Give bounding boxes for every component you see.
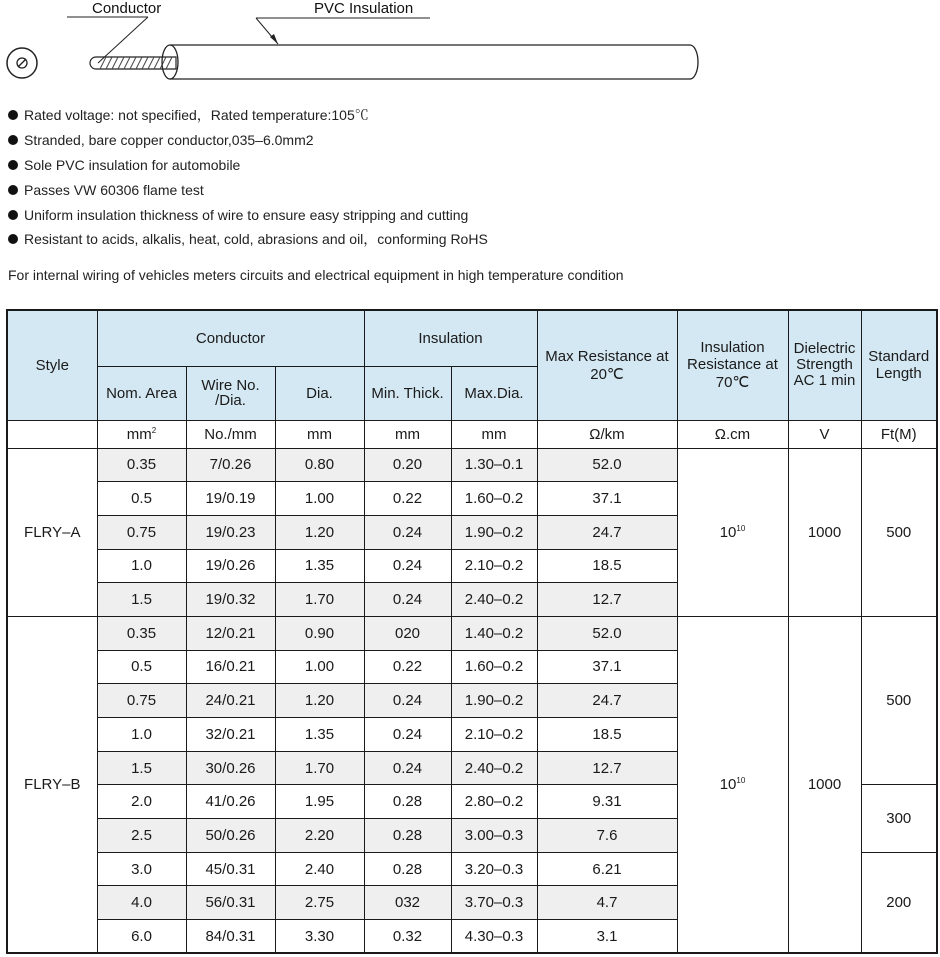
dia-cell: 1.00 <box>275 482 364 516</box>
nom-area-cell: 0.35 <box>97 616 186 650</box>
header-insulation: Insulation <box>364 310 537 366</box>
standard-length-cell: 500 <box>861 616 937 784</box>
max-dia-cell: 1.90–0.2 <box>451 684 537 718</box>
wire-cell: 16/0.21 <box>186 650 275 684</box>
bullet-icon <box>8 185 18 195</box>
max-dia-cell: 1.60–0.2 <box>451 650 537 684</box>
max-resistance-cell: 24.7 <box>537 515 677 549</box>
conductor-leader <box>98 17 148 63</box>
max-dia-cell: 4.30–0.3 <box>451 920 537 954</box>
header-max-resistance: Max Resistance at 20℃ <box>537 310 677 420</box>
max-dia-cell: 1.40–0.2 <box>451 616 537 650</box>
insulation-label: PVC Insulation <box>314 0 414 17</box>
unit-max-dia: mm <box>451 420 537 448</box>
wire-cell: 19/0.32 <box>186 583 275 617</box>
min-thick-cell: 0.24 <box>364 751 451 785</box>
style-cell: FLRY–A <box>7 448 97 616</box>
unit-style <box>7 420 97 448</box>
dia-cell: 1.00 <box>275 650 364 684</box>
unit-standard-length: Ft(M) <box>861 420 937 448</box>
header-wire-no: Wire No. /Dia. <box>186 366 275 420</box>
nom-area-cell: 0.35 <box>97 448 186 482</box>
bullet-icon <box>8 160 18 170</box>
max-resistance-cell: 3.1 <box>537 920 677 954</box>
standard-length-cell: 200 <box>861 852 937 953</box>
spec-table <box>6 309 938 954</box>
nom-area-cell: 4.0 <box>97 886 186 920</box>
wire-cell: 50/0.26 <box>186 819 275 853</box>
wire-cell: 84/0.31 <box>186 920 275 954</box>
insulation-tube <box>170 45 698 79</box>
header-insulation-resistance: Insulation Resistance at 70℃ <box>677 310 788 420</box>
min-thick-cell: 0.24 <box>364 684 451 718</box>
feature-item: Stranded, bare copper conductor,035–6.0mm2 <box>8 128 488 153</box>
bullet-icon <box>8 135 18 145</box>
header-dielectric: Dielectric Strength AC 1 min <box>788 310 861 420</box>
dia-cell: 3.30 <box>275 920 364 954</box>
dielectric-cell: 1000 <box>788 448 861 616</box>
wire-cell: 19/0.26 <box>186 549 275 583</box>
insulation-resistance-cell: $10^{10}$ <box>677 616 788 953</box>
bullet-icon <box>8 234 18 244</box>
nom-area-cell: 2.0 <box>97 785 186 819</box>
nom-area-cell: 0.75 <box>97 515 186 549</box>
header-max-dia: Max.Dia. <box>451 366 537 420</box>
nom-area-cell: 0.5 <box>97 650 186 684</box>
dia-cell: 0.90 <box>275 616 364 650</box>
dia-cell: 1.35 <box>275 549 364 583</box>
feature-item: Uniform insulation thickness of wire to ensure easy stripping and cutting <box>8 202 488 227</box>
unit-min-thick: mm <box>364 420 451 448</box>
min-thick-cell: 0.20 <box>364 448 451 482</box>
min-thick-cell: 0.28 <box>364 785 451 819</box>
insulation-resistance-cell: $10^{10}$ <box>677 448 788 616</box>
standard-length-cell: 300 <box>861 785 937 852</box>
nom-area-cell: 6.0 <box>97 920 186 954</box>
max-resistance-cell: 24.7 <box>537 684 677 718</box>
wire-cell: 7/0.26 <box>186 448 275 482</box>
max-dia-cell: 2.40–0.2 <box>451 583 537 617</box>
feature-item: Rated voltage: not specified，Rated temperature:105℃ <box>8 103 488 128</box>
min-thick-cell: 0.28 <box>364 819 451 853</box>
nom-area-cell: 2.5 <box>97 819 186 853</box>
dia-cell: 0.80 <box>275 448 364 482</box>
nom-area-cell: 1.5 <box>97 751 186 785</box>
dia-cell: 2.75 <box>275 886 364 920</box>
max-resistance-cell: 52.0 <box>537 616 677 650</box>
dia-cell: 1.70 <box>275 751 364 785</box>
dia-cell: 1.20 <box>275 684 364 718</box>
max-resistance-cell: 9.31 <box>537 785 677 819</box>
nom-area-cell: 1.5 <box>97 583 186 617</box>
min-thick-cell: 032 <box>364 886 451 920</box>
nom-area-cell: 0.75 <box>97 684 186 718</box>
wire-cell: 45/0.31 <box>186 852 275 886</box>
max-dia-cell: 2.10–0.2 <box>451 549 537 583</box>
standard-length-cell: 500 <box>861 448 937 616</box>
wire-cell: 12/0.21 <box>186 616 275 650</box>
min-thick-cell: 0.24 <box>364 583 451 617</box>
dia-cell: 2.40 <box>275 852 364 886</box>
header-style: Style <box>7 310 97 420</box>
nom-area-cell: 0.5 <box>97 482 186 516</box>
conductor-label: Conductor <box>92 0 162 17</box>
wire-cell: 19/0.19 <box>186 482 275 516</box>
dia-cell: 1.35 <box>275 718 364 752</box>
cable-diagram <box>0 0 940 95</box>
max-resistance-cell: 4.7 <box>537 886 677 920</box>
header-dia: Dia. <box>275 366 364 420</box>
min-thick-cell: 0.22 <box>364 482 451 516</box>
max-dia-cell: 2.80–0.2 <box>451 785 537 819</box>
dielectric-cell: 1000 <box>788 616 861 953</box>
max-dia-cell: 1.30–0.1 <box>451 448 537 482</box>
dia-cell: 2.20 <box>275 819 364 853</box>
header-min-thick: Min. Thick. <box>364 366 451 420</box>
feature-item: Passes VW 60306 flame test <box>8 177 488 202</box>
header-conductor: Conductor <box>97 310 364 366</box>
min-thick-cell: 0.32 <box>364 920 451 954</box>
unit-dia: mm <box>275 420 364 448</box>
max-dia-cell: 1.60–0.2 <box>451 482 537 516</box>
wire-cell: 30/0.26 <box>186 751 275 785</box>
nom-area-cell: 1.0 <box>97 549 186 583</box>
unit-max-resistance: Ω/km <box>537 420 677 448</box>
max-dia-cell: 3.70–0.3 <box>451 886 537 920</box>
min-thick-cell: 020 <box>364 616 451 650</box>
unit-dielectric: V <box>788 420 861 448</box>
max-resistance-cell: 37.1 <box>537 482 677 516</box>
wire-cell: 24/0.21 <box>186 684 275 718</box>
min-thick-cell: 0.22 <box>364 650 451 684</box>
header-standard-length: Standard Length <box>861 310 937 420</box>
nom-area-cell: 3.0 <box>97 852 186 886</box>
header-nom-area: Nom. Area <box>97 366 186 420</box>
bullet-icon <box>8 110 18 120</box>
application-description: For internal wiring of vehicles meters circuits and electrical equipment in high temperature condition <box>8 267 624 283</box>
wire-cell: 32/0.21 <box>186 718 275 752</box>
max-resistance-cell: 6.21 <box>537 852 677 886</box>
min-thick-cell: 0.24 <box>364 549 451 583</box>
max-resistance-cell: 7.6 <box>537 819 677 853</box>
max-dia-cell: 1.90–0.2 <box>451 515 537 549</box>
unit-wire-no: No./mm <box>186 420 275 448</box>
style-cell: FLRY–B <box>7 616 97 953</box>
min-thick-cell: 0.24 <box>364 515 451 549</box>
unit-insulation-resistance: Ω.cm <box>677 420 788 448</box>
max-resistance-cell: 12.7 <box>537 751 677 785</box>
min-thick-cell: 0.24 <box>364 718 451 752</box>
feature-list <box>8 103 488 252</box>
max-resistance-cell: 37.1 <box>537 650 677 684</box>
max-resistance-cell: 12.7 <box>537 583 677 617</box>
max-dia-cell: 2.40–0.2 <box>451 751 537 785</box>
bullet-icon <box>8 210 18 220</box>
dia-cell: 1.70 <box>275 583 364 617</box>
max-dia-cell: 3.00–0.3 <box>451 819 537 853</box>
wire-cell: 41/0.26 <box>186 785 275 819</box>
nom-area-cell: 1.0 <box>97 718 186 752</box>
dia-cell: 1.95 <box>275 785 364 819</box>
table-row <box>7 616 937 650</box>
table-row <box>7 448 937 482</box>
max-resistance-cell: 18.5 <box>537 718 677 752</box>
dia-cell: 1.20 <box>275 515 364 549</box>
max-dia-cell: 2.10–0.2 <box>451 718 537 752</box>
max-resistance-cell: 18.5 <box>537 549 677 583</box>
max-resistance-cell: 52.0 <box>537 448 677 482</box>
wire-cell: 19/0.23 <box>186 515 275 549</box>
wire-cell: 56/0.31 <box>186 886 275 920</box>
min-thick-cell: 0.28 <box>364 852 451 886</box>
max-dia-cell: 3.20–0.3 <box>451 852 537 886</box>
feature-item: Sole PVC insulation for automobile <box>8 153 488 178</box>
feature-item: Resistant to acids, alkalis, heat, cold, abrasions and oil，conforming RoHS <box>8 227 488 252</box>
unit-nom-area: $mm^2$ <box>97 420 186 448</box>
